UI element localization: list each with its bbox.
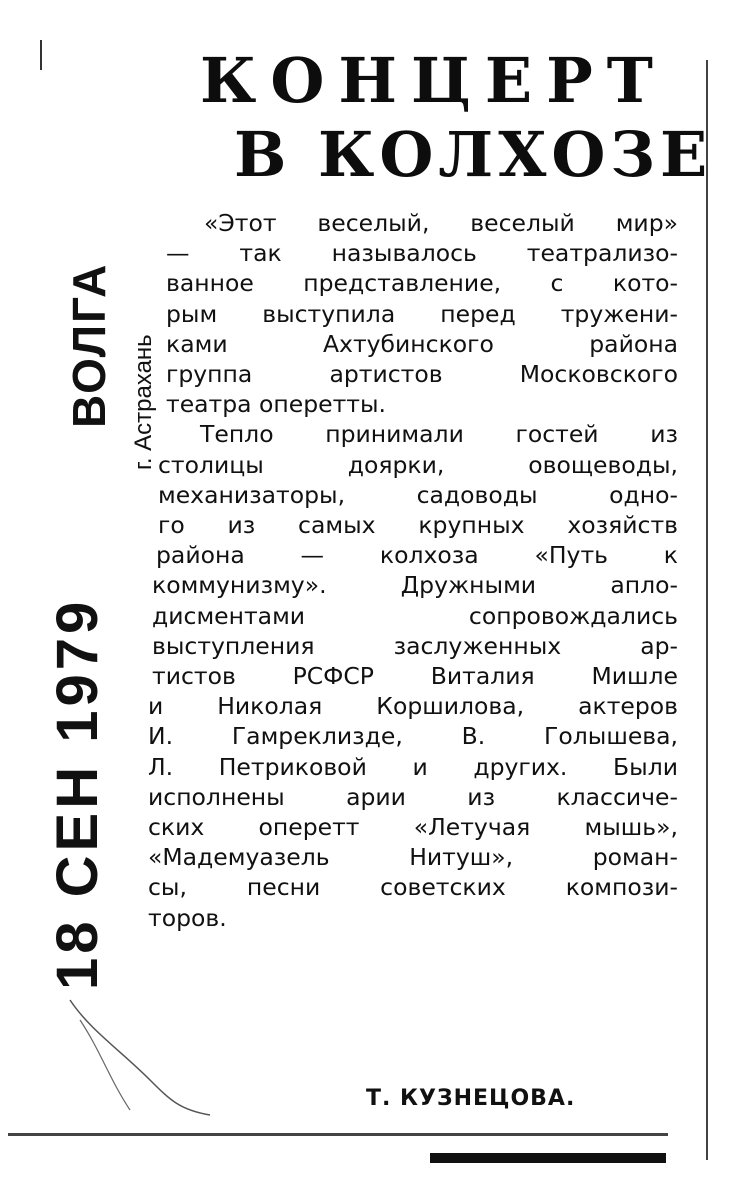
author-signature: Т. КУЗНЕЦОВА. [366, 1086, 576, 1111]
stamp-city: г. Астрахань [130, 334, 157, 470]
clipping-right-edge [706, 60, 708, 1160]
pencil-squiggle-mark [60, 990, 220, 1120]
article-line: тистов РСФСР Виталия Мишле [152, 662, 678, 691]
headline-line-2: В КОЛХОЗЕ [234, 118, 713, 191]
article-line: сы, песни советских компози- [148, 873, 678, 902]
article-line: коммунизму». Дружными апло- [152, 571, 678, 600]
article-line: дисментами сопровождались [152, 601, 678, 630]
article-line: и Николая Коршилова, актеров [148, 692, 678, 721]
article-line: ских оперетт «Летучая мышь», [148, 813, 678, 842]
stamp-date: 18 СЕН 1979 [45, 597, 110, 990]
article-line: Тепло принимали гостей из [200, 420, 678, 449]
article-line: группа артистов Московского [166, 360, 678, 389]
article-line: механизаторы, садоводы одно- [158, 480, 678, 509]
article-line: «Этот веселый, веселый мир» [204, 209, 678, 237]
article-body [148, 208, 678, 933]
article-line: столицы доярки, овощеводы, [158, 450, 678, 479]
article-line: района — колхоза «Путь к [156, 541, 678, 570]
clipping-bottom-strip [430, 1153, 666, 1163]
article-line: торов. [148, 903, 227, 932]
article-line: рым выступила перед тружени- [166, 299, 678, 328]
stamp-newspaper-name: ВОЛГА [63, 262, 115, 428]
article-line: — так называлось театрализо- [166, 239, 678, 268]
article-line: ванное представление, с кото- [166, 269, 678, 298]
article-line: ками Ахтубинского района [166, 329, 678, 358]
article-line: «Мадемуазель Нитуш», роман- [148, 843, 678, 872]
clipping-bottom-edge [8, 1133, 668, 1136]
article-line: театра оперетты. [166, 390, 387, 419]
article-line: выступления заслуженных ар- [152, 631, 678, 660]
paper-mark [40, 40, 42, 70]
headline-line-1: КОНЦЕРТ [200, 44, 667, 117]
article-line: И. Гамреклизде, В. Голышева, [148, 722, 678, 751]
article-line: Л. Петриковой и других. Были [148, 752, 678, 781]
article-line: го из самых крупных хозяйств [158, 511, 678, 540]
article-line: исполнены арии из классиче- [148, 782, 678, 811]
